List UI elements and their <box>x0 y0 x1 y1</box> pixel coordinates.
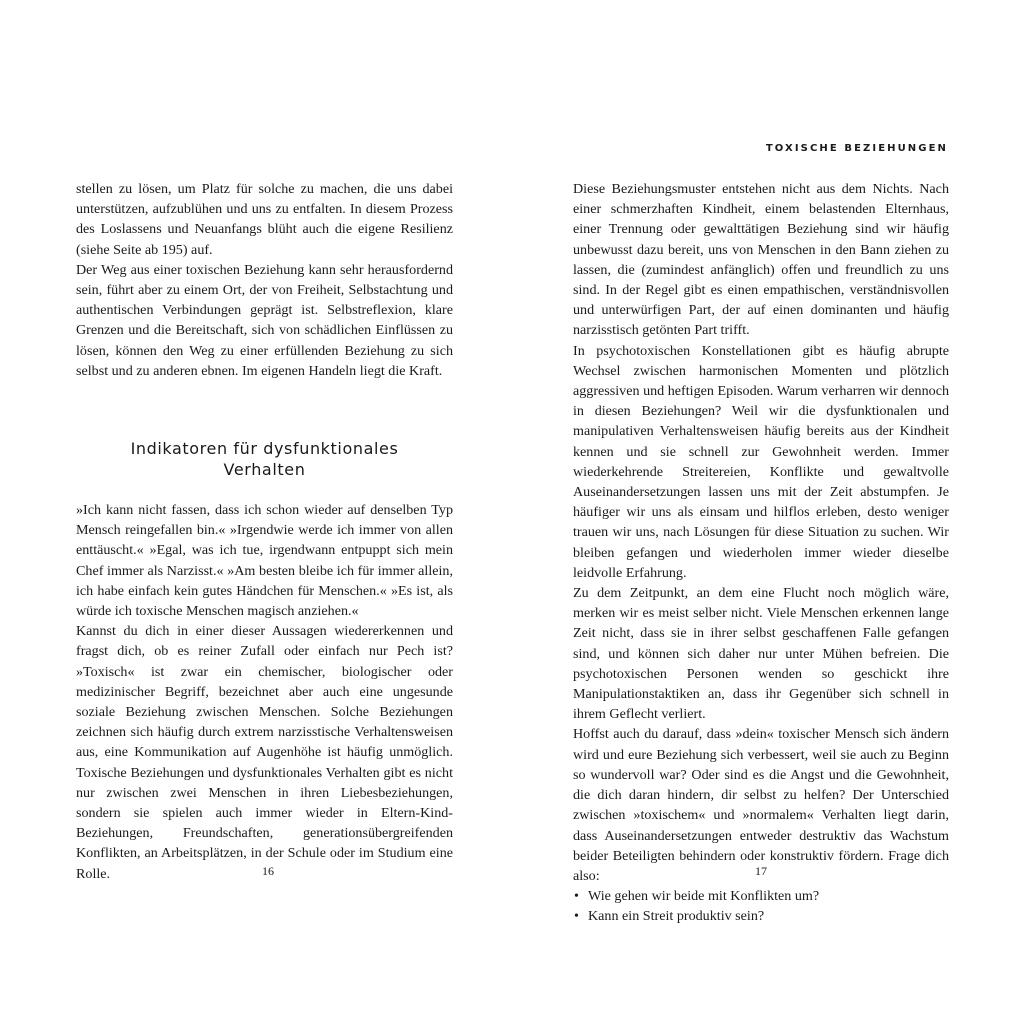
list-item-text: Kann ein Streit produktiv sein? <box>588 908 765 925</box>
running-head: TOXISCHE BEZIEHUNGEN <box>765 143 948 154</box>
paragraph: »Ich kann nicht fassen, dass ich schon wieder auf denselben Typ Mensch reingefallen bin.« »Irgendwie werde ich immer von allen enttäuscht.« »Egal, was ich tue, irgendwann entpuppt sich mein Chef immer als Narzisst.« »Am besten bleibe ich für immer allein, ich habe einfach kein gutes Händchen für Menschen.« »Es ist, als würde ich toxische Menschen magisch anziehen.« <box>76 502 453 620</box>
paragraph: Der Weg aus einer toxischen Beziehung kann sehr herausfordernd sein, führt aber zu einem Ort, der von Freiheit, Selbstachtung und authentischen Verbindungen geprägt ist. Selbstreflexion, klare Grenzen und die Bereitschaft, sich von schädlichen Einflüssen zu lösen, können den Weg zu einer erfüllenden Beziehung zu sich selbst und zu anderen ebnen. Im eigenen Handeln liegt die Kraft. <box>76 261 453 379</box>
bullet-icon: • <box>574 908 579 925</box>
paragraph: Hoffst auch du darauf, dass »dein« toxischer Mensch sich ändern wird und eure Beziehung sich verbessert, weil sie auch zu Beginn so wundervoll war? Oder sind es die Angst und die Gewohnheit, die dich daran hindern, dir selbst zu helfen? Der Unterschied zwischen »toxischem« und »normalem« Verhalten liegt darin, dass Auseinandersetzungen entweder destruktiv das Wachstum beider Beteiligten behindern oder konstruktiv fördern. Frage dich also: <box>573 726 949 884</box>
paragraph: Zu dem Zeitpunkt, an dem eine Flucht noch möglich wäre, merken wir es meist selber nicht. Viele Menschen erkennen lange Zeit nicht, dass sie in ihrer selbst geschaffenen Falle gefangen sind, und können sich daher nur unter Mühen befreien. Die psychotoxischen Personen wenden so geschickt ihre Manipulationstaktiken an, dass ihr Gegenüber sich schnell in ihrem Geflecht verliert. <box>573 585 949 723</box>
right-body-text <box>573 179 949 927</box>
paragraph: Kannst du dich in einer dieser Aussagen wiedererkennen und fragst dich, ob es reiner Zufall oder einfach nur Pech ist? »Toxisch« ist zwar ein chemischer, biologischer oder medizinischer Begriff, bezeichnet aber auch eine ungesunde soziale Beziehung zwischen Menschen. Solche Beziehungen zeichnen sich häufig durch extrem narzisstische Verhaltensweisen aus, eine Kommunikation auf Augenhöhe ist häufig unmöglich. Toxische Beziehungen und dysfunktionales Verhalten gibt es nicht nur zwischen zwei Menschen in ihren Liebesbeziehungen, sondern sie spielen auch immer wieder in Eltern-Kind-Beziehungen, Freundschaften, generationsübergreifenden Konflikten, an Arbeitsplätzen, in der Schule oder im Studium eine Rolle. <box>76 623 453 882</box>
section-heading-line-1: Indikatoren für dysfunktionales <box>130 439 399 458</box>
paragraph: In psychotoxischen Konstellationen gibt es häufig abrupte Wechsel zwischen harmonischen Momenten und plötzlich aggressiven und heftigen Episoden. Warum verharren wir dennoch in diesen Beziehungen? Weil wir die dysfunktionalen und manipulativen Verhaltensweisen häufig bereits aus der Kindheit kennen und sie schnell zur Gewohnheit werden. Immer wiederkehrende Streitereien, Konflikte und gewaltvolle Auseinandersetzungen lassen uns mit der Zeit abstumpfen. Je häufiger wir uns als einsam und hilflos erleben, desto weniger trauen wir uns, nach Lösungen für diese Situation zu suchen. Wir bleiben gefangen und wiederholen immer wieder dieselbe leidvolle Erfahrung. <box>573 342 949 581</box>
left-top-text <box>76 179 453 381</box>
left-bottom-text <box>76 500 453 884</box>
list-item <box>573 886 949 906</box>
page-number: 16 <box>262 864 274 878</box>
bullet-icon: • <box>574 888 579 905</box>
right-page <box>512 0 1024 1024</box>
list-item <box>573 906 949 926</box>
list-item-text: Wie gehen wir beide mit Konflikten um? <box>588 888 820 905</box>
paragraph: stellen zu lösen, um Platz für solche zu machen, die uns dabei unterstützen, aufzublühen und uns zu entfalten. In diesem Prozess des Loslassens und Neuanfangs blüht auch die eigene Resilienz (siehe Seite ab 195) auf. <box>76 181 453 258</box>
page-number: 17 <box>755 864 767 878</box>
section-heading-line-2: Verhalten <box>223 460 306 479</box>
section-heading <box>76 438 453 480</box>
question-list <box>573 886 949 926</box>
paragraph: Diese Beziehungsmuster entstehen nicht aus dem Nichts. Nach einer schmerzhaften Kindheit, einem belastenden Elternhaus, einer Trennung oder gewalttätigen Beziehung sind wir häufig unbewusst dazu bereit, uns von Menschen in den Bann ziehen zu lassen, die (zumindest anfänglich) offen und freundlich zu uns sind. In der Regel gibt es einen empathischen, verständnisvollen und unterwürfigen Part, der auf einen dominanten und häufig narzisstisch getönten Part trifft. <box>573 181 949 339</box>
